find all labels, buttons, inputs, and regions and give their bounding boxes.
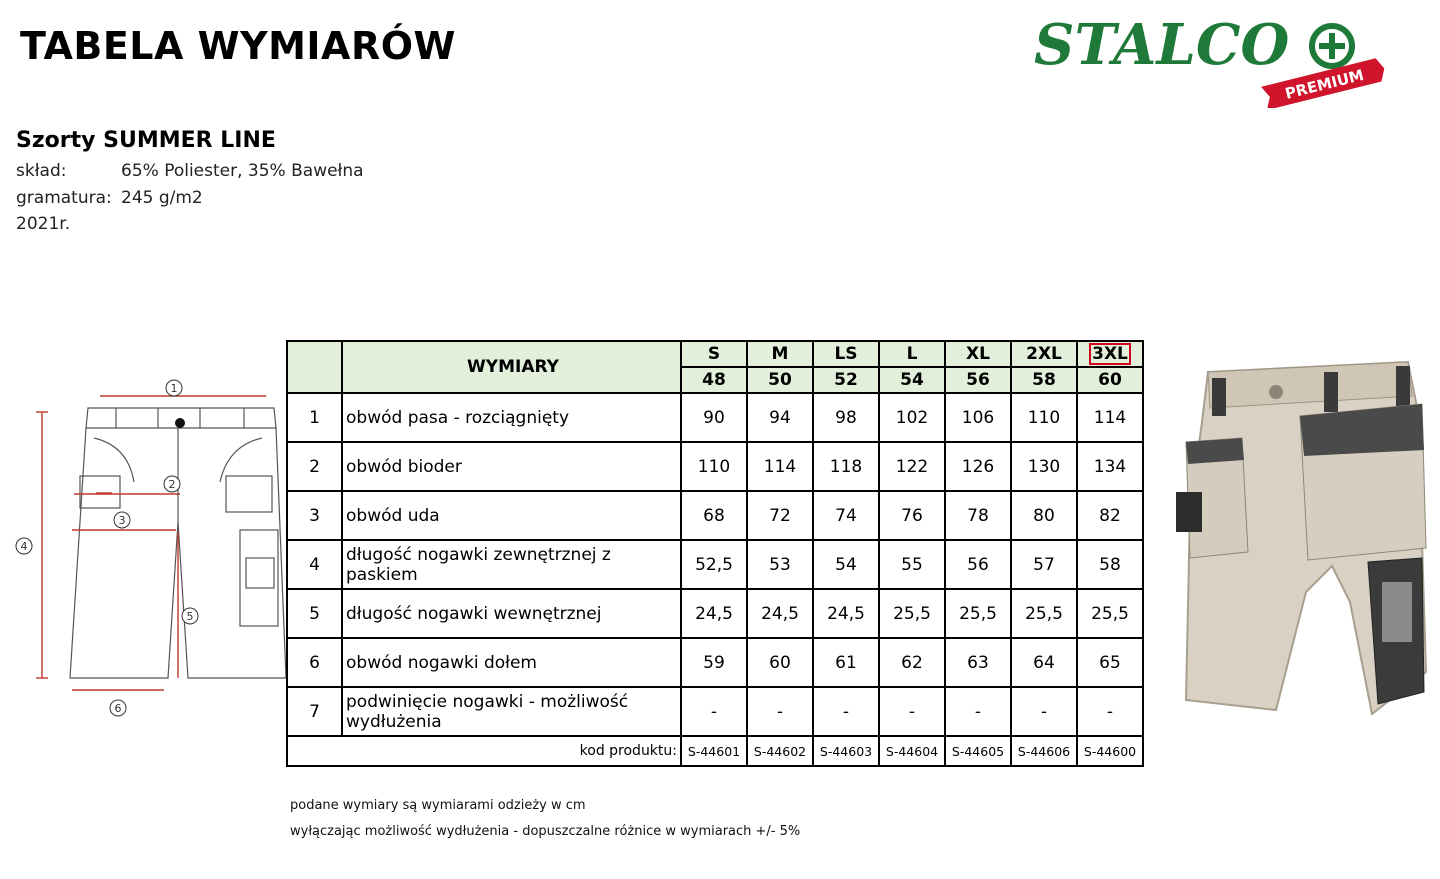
table-row <box>287 589 1143 638</box>
measurement-value: 74 <box>813 491 879 540</box>
size-number: 60 <box>1077 367 1143 393</box>
product-name: Szorty SUMMER LINE <box>16 128 276 153</box>
measurement-value: - <box>879 687 945 736</box>
shorts-photo <box>1172 352 1434 732</box>
measurement-value: 63 <box>945 638 1011 687</box>
shorts-diagram <box>8 372 288 722</box>
size-3xl-cell <box>1077 341 1143 367</box>
brand-name: STALCO <box>1034 12 1290 78</box>
measurement-value: 65 <box>1077 638 1143 687</box>
size-number: 56 <box>945 367 1011 393</box>
measurement-value: 24,5 <box>813 589 879 638</box>
row-index: 1 <box>287 393 342 442</box>
size-ls: LS <box>813 341 879 367</box>
stalco-logo <box>1030 8 1390 108</box>
index-header <box>287 341 342 393</box>
measurement-value: 82 <box>1077 491 1143 540</box>
row-index: 4 <box>287 540 342 589</box>
row-index: 2 <box>287 442 342 491</box>
measurement-value: 55 <box>879 540 945 589</box>
size-m: M <box>747 341 813 367</box>
row-label: obwód bioder <box>342 442 681 491</box>
measurement-value: 122 <box>879 442 945 491</box>
measurement-value: 62 <box>879 638 945 687</box>
measurement-value: 78 <box>945 491 1011 540</box>
measurement-value: 58 <box>1077 540 1143 589</box>
weight-label: gramatura: <box>16 188 112 208</box>
measurement-value: 25,5 <box>1077 589 1143 638</box>
row-index: 3 <box>287 491 342 540</box>
composition-label: skład: <box>16 161 67 181</box>
size-number: 54 <box>879 367 945 393</box>
row-label: obwód uda <box>342 491 681 540</box>
product-code: S-44604 <box>879 736 945 766</box>
product-code: S-44605 <box>945 736 1011 766</box>
measurement-value: - <box>681 687 747 736</box>
measurement-value: 110 <box>681 442 747 491</box>
measurement-value: 25,5 <box>879 589 945 638</box>
marker-6: 6 <box>114 702 122 715</box>
measurement-value: - <box>813 687 879 736</box>
measurement-value: 76 <box>879 491 945 540</box>
size-xl: XL <box>945 341 1011 367</box>
size-number: 58 <box>1011 367 1077 393</box>
measurements-header: WYMIARY <box>342 341 681 393</box>
measurement-value: 80 <box>1011 491 1077 540</box>
measurement-value: 25,5 <box>945 589 1011 638</box>
size-2xl: 2XL <box>1011 341 1077 367</box>
row-label: obwód pasa - rozciągnięty <box>342 393 681 442</box>
measurement-value: - <box>1077 687 1143 736</box>
row-label: podwinięcie nogawki - możliwość wydłużenia <box>342 687 681 736</box>
size-s: S <box>681 341 747 367</box>
premium-badge: PREMIUM <box>1283 65 1366 103</box>
measurement-value: - <box>945 687 1011 736</box>
table-row <box>287 687 1143 736</box>
measurement-value: 60 <box>747 638 813 687</box>
measurement-value: 94 <box>747 393 813 442</box>
measurement-value: 25,5 <box>1011 589 1077 638</box>
marker-3: 3 <box>118 514 126 527</box>
product-code: S-44602 <box>747 736 813 766</box>
measurement-value: 114 <box>747 442 813 491</box>
measurement-value: 126 <box>945 442 1011 491</box>
measurement-value: 110 <box>1011 393 1077 442</box>
table-row <box>287 442 1143 491</box>
measurement-value: 52,5 <box>681 540 747 589</box>
measurement-value: 53 <box>747 540 813 589</box>
row-label: długość nogawki wewnętrznej <box>342 589 681 638</box>
product-code: S-44603 <box>813 736 879 766</box>
measurement-value: 61 <box>813 638 879 687</box>
measurement-value: 54 <box>813 540 879 589</box>
marker-4: 4 <box>20 540 28 553</box>
measurement-value: 24,5 <box>747 589 813 638</box>
measurement-value: 102 <box>879 393 945 442</box>
marker-5: 5 <box>186 610 194 623</box>
measurement-value: 118 <box>813 442 879 491</box>
product-code-label: kod produktu: <box>287 736 681 766</box>
measurement-value: 134 <box>1077 442 1143 491</box>
product-code: S-44606 <box>1011 736 1077 766</box>
marker-1: 1 <box>170 382 178 395</box>
measurement-value: 56 <box>945 540 1011 589</box>
size-number: 52 <box>813 367 879 393</box>
size-table <box>286 340 1144 767</box>
measurement-value: - <box>1011 687 1077 736</box>
footnote-line1: podane wymiary są wymiarami odzieży w cm <box>290 798 586 813</box>
measurement-value: 72 <box>747 491 813 540</box>
table-row <box>287 638 1143 687</box>
marker-2: 2 <box>168 478 176 491</box>
measurement-value: 64 <box>1011 638 1077 687</box>
size-number: 50 <box>747 367 813 393</box>
measurement-value: 57 <box>1011 540 1077 589</box>
row-index: 5 <box>287 589 342 638</box>
size-3xl-highlight: 3XL <box>1092 344 1128 364</box>
measurement-value: 106 <box>945 393 1011 442</box>
page-title: TABELA WYMIARÓW <box>20 24 456 68</box>
measurement-value: 90 <box>681 393 747 442</box>
measurement-value: 98 <box>813 393 879 442</box>
table-row <box>287 491 1143 540</box>
measurement-value: 59 <box>681 638 747 687</box>
measurement-value: 68 <box>681 491 747 540</box>
product-code: S-44601 <box>681 736 747 766</box>
product-code: S-44600 <box>1077 736 1143 766</box>
measurement-value: 114 <box>1077 393 1143 442</box>
row-index: 7 <box>287 687 342 736</box>
table-row <box>287 540 1143 589</box>
measurement-value: 24,5 <box>681 589 747 638</box>
row-label: długość nogawki zewnętrznej z paskiem <box>342 540 681 589</box>
size-number: 48 <box>681 367 747 393</box>
year-label: 2021r. <box>16 214 71 234</box>
measurement-value: 130 <box>1011 442 1077 491</box>
footnote-line2: wyłączając możliwość wydłużenia - dopuszczalne różnice w wymiarach +/- 5% <box>290 824 801 839</box>
size-l: L <box>879 341 945 367</box>
composition-value: 65% Poliester, 35% Bawełna <box>121 161 364 181</box>
measurement-value: - <box>747 687 813 736</box>
weight-value: 245 g/m2 <box>121 188 203 208</box>
row-index: 6 <box>287 638 342 687</box>
row-label: obwód nogawki dołem <box>342 638 681 687</box>
table-row <box>287 393 1143 442</box>
